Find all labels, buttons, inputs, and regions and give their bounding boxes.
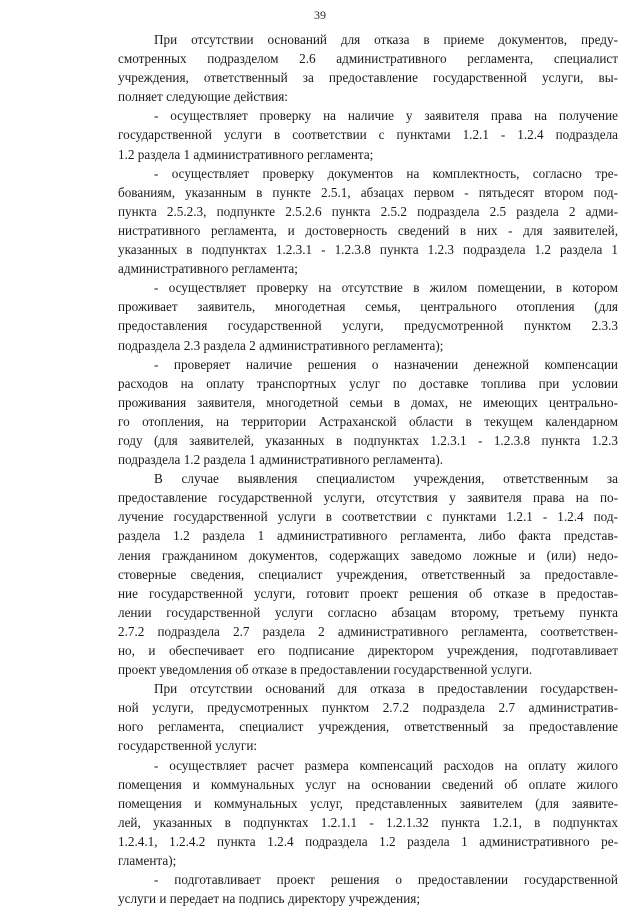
text-line: подраздела 1.2 раздела 1 административного регламента). bbox=[118, 452, 444, 468]
text-line: помещения и коммунальных услуг, представленных заявителем (для заявите- bbox=[118, 795, 618, 811]
text-line: учреждения, ответственный за предоставление государственной услуги, вы- bbox=[118, 70, 618, 86]
text-line: - осуществляет проверку на отсутствие в жилом помещении, в котором bbox=[154, 280, 618, 296]
text-line: проживает заявитель, многодетная семья, центрального отопления (для bbox=[118, 299, 618, 315]
text-line: полняет следующие действия: bbox=[118, 89, 288, 105]
text-line: помещения и коммунальных услуг на основании сведений об оплате жилого bbox=[118, 776, 618, 792]
text-line: смотренных подразделом 2.6 административного регламента, специалист bbox=[118, 51, 618, 67]
text-line: лении государственной услуги согласно абзацам второму, третьему пункта bbox=[118, 604, 618, 620]
text-line: бованиям, указанным в пункте 2.5.1, абзацах первом - пятьдесят втором под- bbox=[118, 184, 618, 200]
text-line: лучение государственной услуги в соответствии с пунктами 1.2.1 - 1.2.4 под- bbox=[118, 509, 618, 525]
paragraph bbox=[118, 278, 618, 354]
text-line: - осуществляет проверку на наличие у заявителя права на получение bbox=[154, 108, 618, 124]
text-line: ной услуги, предусмотренных пунктом 2.7.2 подраздела 2.7 административ- bbox=[118, 700, 618, 716]
text-line: предоставления государственной услуги, предусмотренной пунктом 2.3.3 bbox=[118, 318, 618, 334]
text-line: указанных в подпунктах 1.2.3.1 - 1.2.3.8 пункта 1.2.3 подраздела 1.2 раздела 1 bbox=[118, 242, 618, 258]
text-line: При отсутствии оснований для отказа в предоставлении государствен- bbox=[154, 681, 618, 697]
text-line: гламента); bbox=[118, 853, 177, 869]
text-line: го отопления, на территории Астраханской области в текущем календарном bbox=[118, 413, 618, 429]
page-number: 39 bbox=[314, 8, 326, 22]
text-line: государственной услуги: bbox=[118, 738, 258, 754]
text-line: В случае выявления специалистом учреждения, ответственным за bbox=[154, 471, 618, 487]
text-line: - осуществляет проверку документов на комплектность, согласно тре- bbox=[154, 165, 618, 181]
text-line: предоставление государственной услуги, отсутствия у заявителя права на по- bbox=[118, 490, 618, 506]
paragraph bbox=[118, 756, 618, 871]
text-line: стоверные сведения, специалист учреждения, ответственный за предоставле- bbox=[118, 566, 618, 582]
paragraph bbox=[118, 679, 618, 755]
text-line: нистративного регламента, и достоверность сведений в них - для заявителей, bbox=[118, 222, 618, 238]
text-line: проект уведомления об отказе в предоставлении государственной услуги. bbox=[118, 662, 533, 678]
text-line: административного регламента; bbox=[118, 261, 298, 277]
text-line: подраздела 2.3 раздела 2 административного регламента); bbox=[118, 337, 444, 353]
text-line: 2.7.2 подраздела 2.7 раздела 2 административного регламента, соответствен- bbox=[118, 623, 618, 639]
text-line: 1.2 раздела 1 административного регламента; bbox=[118, 146, 374, 162]
text-line: - проверяет наличие решения о назначении денежной компенсации bbox=[154, 356, 618, 372]
text-line: но, и обеспечивает его подписание директором учреждения, подготавливает bbox=[118, 643, 618, 658]
paragraph bbox=[118, 870, 618, 908]
text-line: году (для заявителей, указанных в подпунктах 1.2.3.1 - 1.2.3.8 пункта 1.2.3 bbox=[118, 432, 618, 448]
text-line: государственной услуги в соответствии с пунктами 1.2.1 - 1.2.4 подраздела bbox=[118, 127, 618, 143]
text-line: проживания заявителя, многодетной семьи в домах, не имеющих центрально- bbox=[118, 394, 618, 410]
text-line: - осуществляет расчет размера компенсаций расходов на оплату жилого bbox=[154, 757, 618, 773]
text-line: - подготавливает проект решения о предоставлении государственной bbox=[154, 872, 618, 888]
paragraph bbox=[118, 30, 618, 106]
text-line: расходов на оплату транспортных услуг по доставке топлива при условии bbox=[118, 375, 618, 391]
paragraph bbox=[118, 106, 618, 163]
text-line: пункта 2.5.2.3, подпункте 2.5.2.6 пункта 2.5.2 подраздела 2.5 раздела 2 адми- bbox=[118, 203, 618, 219]
text-line: ления гражданином документов, содержащих заведомо ложные и (или) недо- bbox=[118, 547, 618, 563]
text-line: услуги и передает на подпись директору учреждения; bbox=[118, 891, 420, 907]
document-body bbox=[118, 30, 618, 908]
paragraph bbox=[118, 164, 618, 279]
text-line: раздела 1.2 раздела 1 административного регламента, либо факта представ- bbox=[118, 528, 618, 544]
text-line: ного регламента, специалист учреждения, ответственный за предоставление bbox=[118, 719, 618, 735]
text-line: лей, указанных в подпунктах 1.2.1.1 - 1.2.1.32 пункта 1.2.1, в подпунктах bbox=[118, 814, 618, 830]
text-line: ние государственной услуги, готовит проект решения об отказе в предостав- bbox=[118, 585, 618, 601]
paragraph bbox=[118, 469, 618, 679]
text-line: 1.2.4.1, 1.2.4.2 пункта 1.2.4 подраздела 1.2 раздела 1 административного ре- bbox=[118, 833, 618, 849]
paragraph bbox=[118, 355, 618, 470]
text-line: При отсутствии оснований для отказа в приеме документов, преду- bbox=[154, 32, 618, 47]
